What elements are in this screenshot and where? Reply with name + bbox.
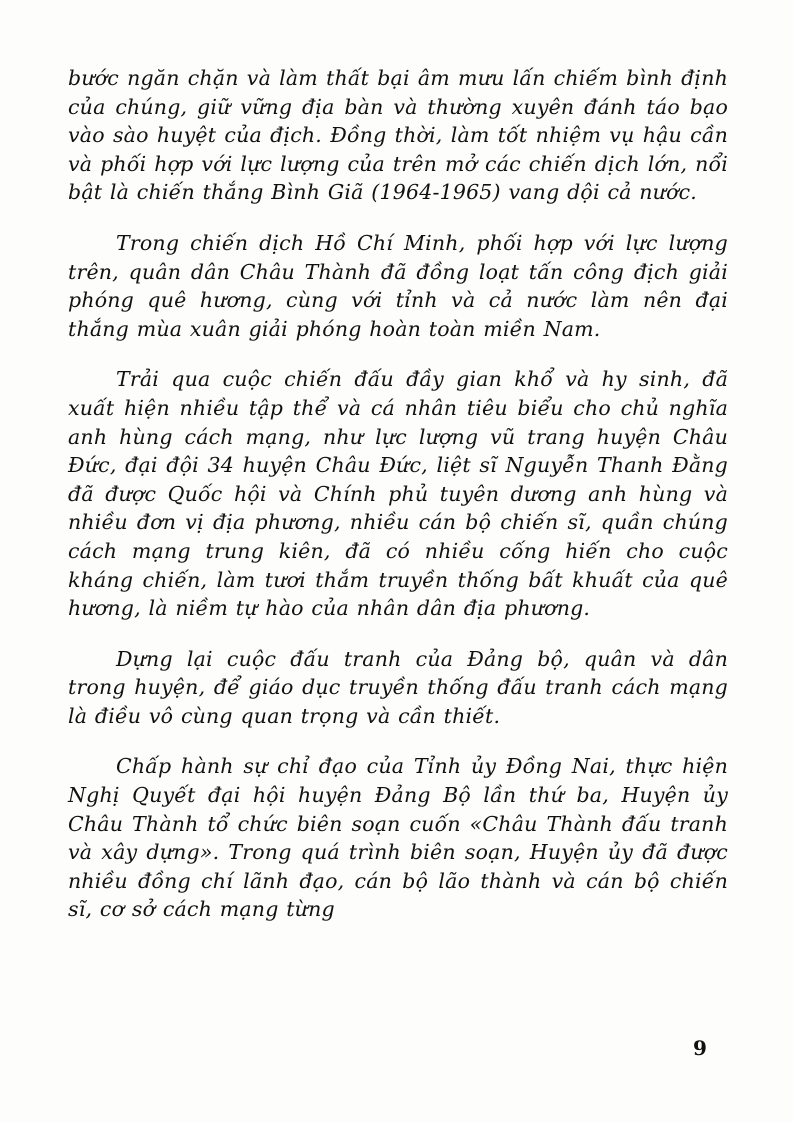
paragraph-heroic-examples: Trải qua cuộc chiến đấu đầy gian khổ và hy sinh, đã xuất hiện nhiều tập thể và cá nhân tiêu biểu cho chủ nghĩa anh hùng cách mạng, như lực lượng vũ trang huyện Châu Đức, đại đội 34 huyện Châu Đức, liệt sĩ Nguyễn Thanh Đằng đã được Quốc hội và Chính phủ tuyên dương anh hùng và nhiều đơn vị địa phương, nhiều cán bộ chiến sĩ, quần chúng cách mạng trung kiên, đã có nhiều cống hiến cho cuộc kháng chiến, làm tươi thắm truyền thống bất khuất của quê hương, là niềm tự hào của nhân dân địa phương. [68,367,728,621]
paragraph-continued: bước ngăn chặn và làm thất bại âm mưu lấn chiếm bình định của chúng, giữ vững địa bàn và thường xuyên đánh táo bạo vào sào huyệt của địch. Đồng thời, làm tốt nhiệm vụ hậu cần và phối hợp với lực lượng của trên mở các chiến dịch lớn, nổi bật là chiến thắng Bình Giã (1964-1965) vang dội cả nước. [68,66,728,205]
paragraph-education-purpose: Dựng lại cuộc đấu tranh của Đảng bộ, quân và dân trong huyện, để giáo dục truyền thống đấu tranh cách mạng là điều vô cùng quan trọng và cần thiết. [68,646,728,728]
paragraph-compilation: Chấp hành sự chỉ đạo của Tỉnh ủy Đồng Nai, thực hiện Nghị Quyết đại hội huyện Đảng Bộ lần thứ ba, Huyện ủy Châu Thành tổ chức biên soạn cuốn «Châu Thành đấu tranh và xây dựng». Trong quá trình biên soạn, Huyện ủy đã được nhiều đồng chí lãnh đạo, cán bộ lão thành và cán bộ chiến sĩ, cơ sở cách mạng từng [68,754,728,922]
page-number: 9 [693,1036,707,1060]
body-text [68,64,728,924]
paragraph-ho-chi-minh-campaign: Trong chiến dịch Hồ Chí Minh, phối hợp với lực lượng trên, quân dân Châu Thành đã đồng loạt tấn công địch giải phóng quê hương, cùng với tỉnh và cả nước làm nên đại thắng mùa xuân giải phóng hoàn toàn miền Nam. [68,230,728,341]
